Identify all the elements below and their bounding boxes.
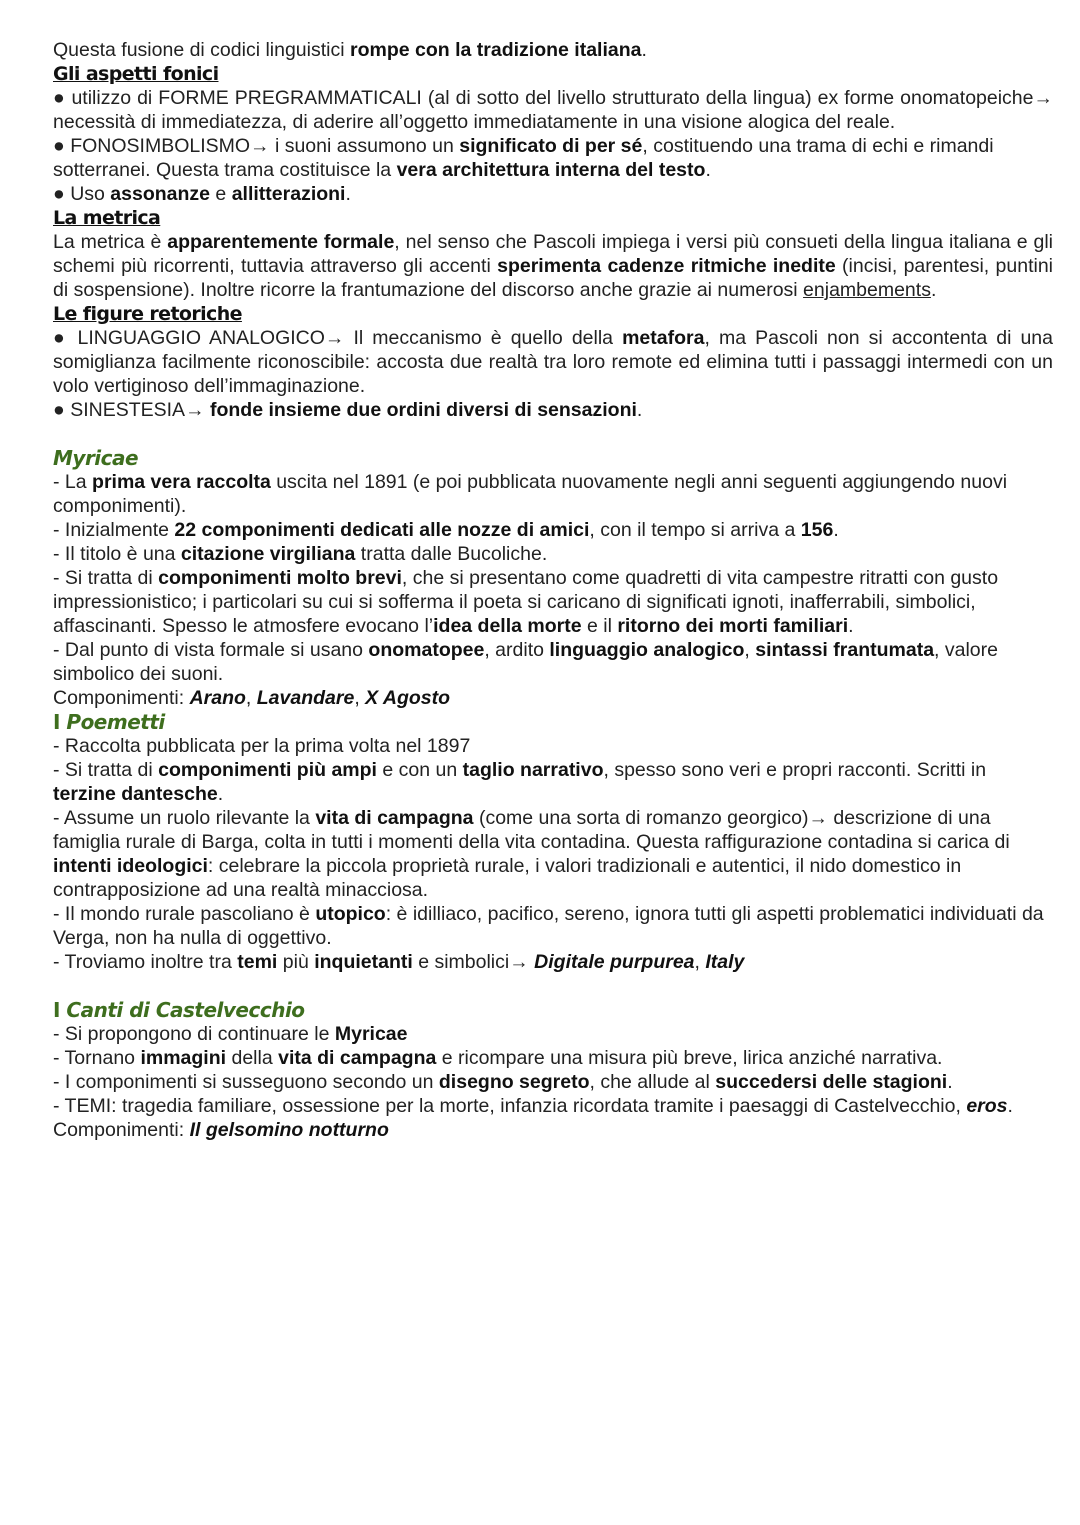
text: - Troviamo inoltre tra	[53, 951, 238, 973]
bold-text: intenti ideologici	[53, 855, 208, 877]
intro-text: Questa fusione di codici linguistici	[53, 39, 350, 61]
intro-bold: rompe con la tradizione italiana	[350, 39, 642, 61]
text: Componimenti:	[53, 687, 190, 709]
spacer	[53, 422, 1053, 446]
canti-item-1	[53, 1022, 1053, 1046]
text: : celebrare la piccola proprietà rurale, i valori tradizionali e autentici, il nido domestico in contrapposizione ad una realtà minacciosa.	[53, 855, 962, 901]
bold-text: taglio narrativo	[462, 759, 604, 781]
bold-text: linguaggio analogico	[549, 639, 745, 661]
heading-figure-retoriche: Le figure retoriche	[53, 303, 242, 325]
text: e ricompare una misura più breve, lirica anziché narrativa.	[436, 1047, 943, 1069]
text: La metrica è	[53, 231, 168, 253]
myricae-item-2	[53, 518, 1053, 542]
bold-text: inquietanti	[314, 951, 413, 973]
text: - Tornano	[53, 1047, 141, 1069]
bold-text: apparentemente formale	[167, 231, 395, 253]
myricae-componimenti	[53, 686, 1053, 710]
bold-text: utopico	[315, 903, 386, 925]
bold-text: vita di campagna	[315, 807, 474, 829]
bold-text: idea della morte	[433, 615, 582, 637]
bold-italic-text: eros	[966, 1095, 1008, 1117]
bold-text: sintassi frantumata	[755, 639, 935, 661]
bold-text: 22 componimenti dedicati alle nozze di amici	[174, 519, 590, 541]
bold-text: Myricae	[334, 1023, 408, 1045]
text: , valore simbolico dei suoni.	[53, 639, 998, 685]
text: - Si tratta di	[53, 567, 159, 589]
text: ● FONOSIMBOLISMO→ i suoni assumono un	[53, 135, 460, 157]
title-prefix: I	[53, 998, 67, 1022]
figure-paragraph-sinestesia	[53, 398, 1053, 422]
bold-text: sperimenta cadenze ritmiche inedite	[497, 255, 836, 277]
text: tratta dalle Bucoliche.	[355, 543, 548, 565]
text: ,	[245, 687, 257, 709]
bold-text: assonanze	[110, 183, 211, 205]
text: , che si presentano come quadretti di vita campestre ritratti con gusto impressionistico; i particolari su cui si sofferma il poeta si caricano di significati ignoti, inafferrabili, simbolici, affascinanti. Spesso le atmosfere evocano l’	[53, 567, 999, 637]
text: .	[833, 519, 839, 541]
title-text: Canti di Castelvecchio	[66, 998, 305, 1022]
fonici-paragraph-fonosimbolismo	[53, 134, 1053, 182]
bold-text: componimenti più ampi	[158, 759, 377, 781]
title-text: Poemetti	[66, 710, 165, 734]
heading-aspetti-fonici: Gli aspetti fonici	[53, 63, 219, 85]
figure-paragraph-analogico	[53, 326, 1053, 398]
text: , con il tempo si arriva a	[589, 519, 801, 541]
text: .	[217, 783, 224, 805]
poem-title: Lavandare	[256, 687, 355, 709]
bold-text: succedersi delle stagioni	[715, 1071, 948, 1093]
bold-text: ritorno dei morti familiari	[617, 615, 849, 637]
text: - Si tratta di	[53, 759, 159, 781]
bold-text: disegno segreto	[438, 1071, 590, 1093]
myricae-item-3	[53, 542, 1053, 566]
section-title-myricae: Myricae	[53, 446, 139, 470]
bold-text: immagini	[140, 1047, 227, 1069]
intro-paragraph	[53, 38, 1053, 62]
text: .	[947, 1071, 953, 1093]
myricae-item-1	[53, 470, 1053, 518]
bold-text: componimenti molto brevi	[158, 567, 402, 589]
bold-text: onomatopee	[368, 639, 485, 661]
text: - Inizialmente	[53, 519, 175, 541]
canti-item-2	[53, 1046, 1053, 1070]
text: .	[930, 279, 937, 301]
text: e simbolici→	[412, 951, 535, 973]
text: della	[226, 1047, 279, 1069]
text: e il	[581, 615, 618, 637]
bold-text: significato di per sé	[459, 135, 643, 157]
metrica-paragraph	[53, 230, 1053, 302]
text: .	[848, 615, 854, 637]
text: - Assume un ruolo rilevante la	[53, 807, 316, 829]
bold-text: vita di campagna	[278, 1047, 437, 1069]
text: (come una sorta di romanzo georgico)→ descrizione di una famiglia rurale di Barga, colta in tutti i momenti della vita contadina. Questa raffigurazione contadina si carica di	[53, 807, 1010, 853]
text: - I componimenti si susseguono secondo un	[53, 1071, 439, 1093]
text: ● SINESTESIA→	[53, 399, 210, 421]
poem-title: Italy	[705, 951, 745, 973]
text: .	[345, 183, 351, 205]
text: più	[277, 951, 315, 973]
bold-text: citazione virgiliana	[180, 543, 356, 565]
text: e	[210, 183, 232, 205]
canti-item-4	[53, 1094, 1053, 1142]
text: e con un	[376, 759, 463, 781]
bold-text: fonde insieme due ordini diversi di sensazioni	[209, 399, 637, 421]
bold-text: vera architettura interna del testo	[396, 159, 706, 181]
fonici-paragraph-forme: ● utilizzo di FORME PREGRAMMATICALI (al di sotto del livello strutturato della lingua) ex forme onomatopeiche→ necessità di immediatezza, di aderire all’oggetto immediatamente in una visione alogica del reale.	[53, 87, 1053, 133]
intro-text-end: .	[641, 39, 647, 61]
bold-text: allitterazioni	[231, 183, 346, 205]
text: ,	[354, 687, 366, 709]
text: , costituendo una trama di echi e rimandi sotterranei. Questa trama costituisce la	[53, 135, 994, 181]
bold-text: prima vera raccolta	[92, 471, 271, 493]
text: ● LINGUAGGIO ANALOGICO→ Il meccanismo è quello della	[53, 327, 623, 349]
myricae-item-5	[53, 638, 1053, 686]
text: - Si propongono di continuare le	[53, 1023, 335, 1045]
text: - Il titolo è una	[53, 543, 181, 565]
poemetti-item-5	[53, 950, 1053, 974]
spacer	[53, 974, 1053, 998]
text: , ma Pascoli non si accontenta di una somiglianza facilmente riconoscibile: accosta due realtà tra loro remote ed elimina tutti i passaggi intermedi con un volo vertiginoso dell’immaginazione.	[53, 327, 1053, 397]
text: uscita nel 1891 (e poi pubblicata nuovamente negli anni seguenti aggiungendo nuovi componimenti).	[53, 471, 1008, 517]
document-page	[53, 38, 1053, 1142]
section-title-poemetti	[53, 710, 1053, 734]
section-title-canti	[53, 998, 1053, 1022]
text: - La	[53, 471, 93, 493]
bold-text: terzine dantesche	[53, 783, 218, 805]
text: ,	[744, 639, 756, 661]
myricae-item-4	[53, 566, 1053, 638]
text: , nel senso che Pascoli impiega i versi più consueti della lingua italiana e gli schemi più ricorrenti, tuttavia attraverso gli accenti	[53, 231, 1053, 277]
text: , ardito	[484, 639, 550, 661]
text: , che allude al	[589, 1071, 716, 1093]
text: .	[705, 159, 711, 181]
fonici-paragraph-assonanze	[53, 182, 1053, 206]
bold-text: metafora	[622, 327, 705, 349]
poemetti-item-3	[53, 806, 1053, 902]
canti-item-3	[53, 1070, 1053, 1094]
text: ,	[694, 951, 706, 973]
heading-metrica: La metrica	[53, 207, 161, 229]
poem-title: X Agosto	[365, 687, 451, 709]
poemetti-item-2	[53, 758, 1053, 806]
text: - Dal punto di vista formale si usano	[53, 639, 369, 661]
poem-title: Arano	[189, 687, 246, 709]
bold-text: 156	[800, 519, 834, 541]
text: ● Uso	[53, 183, 111, 205]
underlined-text: enjambements	[803, 279, 931, 301]
text: .	[636, 399, 643, 421]
text: - TEMI: tragedia familiare, ossessione per la morte, infanzia ricordata tramite i paesaggi di Castelvecchio,	[53, 1095, 967, 1117]
poemetti-item-1: - Raccolta pubblicata per la prima volta nel 1897	[53, 735, 471, 757]
text: : è idilliaco, pacifico, sereno, ignora tutti gli aspetti problematici individuati da Verga, non ha nulla di oggettivo.	[53, 903, 1044, 949]
text: , spesso sono veri e propri racconti. Scritti in	[603, 759, 987, 781]
poem-title: Digitale purpurea	[534, 951, 695, 973]
bold-text: temi	[237, 951, 278, 973]
title-prefix: I	[53, 710, 67, 734]
poem-title: Il gelsomino notturno	[189, 1119, 389, 1141]
poemetti-item-4	[53, 902, 1053, 950]
text: (incisi, parentesi, puntini di sospensione). Inoltre ricorre la frantumazione del discorso anche grazie ai numerosi	[53, 255, 1053, 301]
text: . Componimenti:	[53, 1095, 1013, 1141]
text: - Il mondo rurale pascoliano è	[53, 903, 316, 925]
